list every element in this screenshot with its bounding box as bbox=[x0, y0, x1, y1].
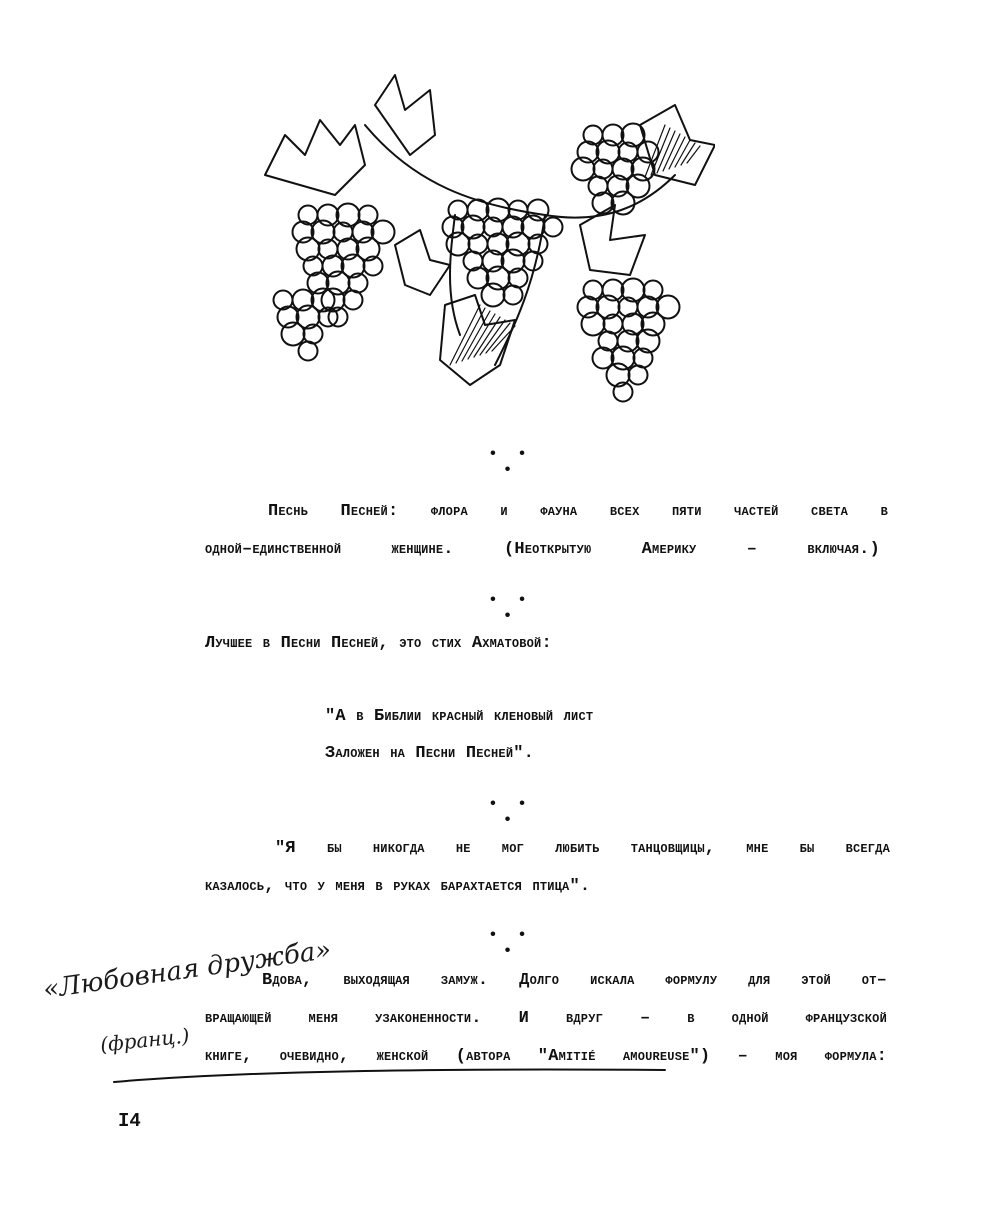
margin-note: (франц.) bbox=[98, 1023, 191, 1057]
section-separator: • • • bbox=[488, 926, 532, 960]
vine-leaf bbox=[265, 120, 365, 195]
margin-note: «Любовная дружба» bbox=[41, 934, 333, 1006]
section-separator: • • • bbox=[488, 591, 532, 625]
vine-leaf bbox=[375, 75, 435, 155]
vine-leaf bbox=[395, 230, 450, 295]
leaf-hatch bbox=[687, 146, 700, 163]
paragraph-line: Лучшее в Песни Песней, это стих Ахматовой: bbox=[205, 634, 552, 653]
handwritten-underline bbox=[110, 1062, 670, 1092]
vine-stem bbox=[365, 125, 675, 218]
paragraph-line: вращающей меня узаконенности. И вдруг – в одной французской bbox=[205, 1009, 887, 1028]
grape bbox=[629, 366, 648, 385]
grape bbox=[544, 218, 563, 237]
quote-line: "А в Библии красный кленовый лист bbox=[325, 707, 594, 726]
grape bbox=[482, 284, 505, 307]
quote-line: Заложен на Песни Песней". bbox=[325, 744, 535, 763]
vine-leaf bbox=[580, 205, 645, 275]
grape bbox=[504, 286, 523, 305]
section-separator: • • • bbox=[488, 795, 532, 829]
section-separator: • • • bbox=[488, 445, 532, 479]
vine-leaf bbox=[440, 295, 515, 385]
paragraph-line: Вдова, выходящая замуж. Долго искала формулу для этой от– bbox=[262, 971, 887, 990]
grape bbox=[344, 291, 363, 310]
paragraph-line: книге, очевидно, женской (автора "Amitié amoureuse") – моя формула: bbox=[205, 1047, 887, 1066]
paragraph-line: "Я бы никогда не мог любить танцовщицы, мне бы всегда bbox=[275, 839, 890, 858]
paragraph-line: Песнь Песней: флора и фауна всех пяти частей света в bbox=[268, 502, 888, 521]
grape bbox=[524, 252, 543, 271]
grapevine-illustration bbox=[245, 65, 715, 470]
page-number: I4 bbox=[118, 1110, 141, 1132]
grape bbox=[593, 193, 614, 214]
paragraph-line: одной–единственной женщине. (Неоткрытую Америку – включая.) bbox=[205, 540, 880, 559]
paragraph-line: казалось, что у меня в руках барахтается птица". bbox=[205, 877, 591, 896]
grape bbox=[299, 342, 318, 361]
